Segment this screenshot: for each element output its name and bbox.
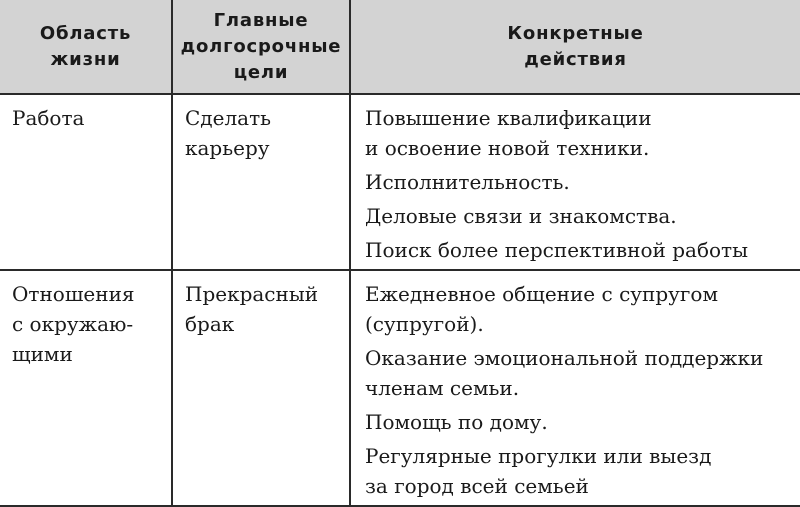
table-row xyxy=(0,270,800,506)
action-item: Поиск более перспективной работы xyxy=(365,238,749,262)
header-row xyxy=(0,0,800,94)
header-area: Область жизни xyxy=(0,0,172,94)
header-goals: Главные долгосрочные цели xyxy=(172,0,350,94)
table-row xyxy=(0,94,800,270)
area-cell: Отношения с окружаю- щими xyxy=(12,282,135,366)
goal-cell: Сделать карьеру xyxy=(185,106,272,160)
actions-list xyxy=(351,95,800,265)
actions-list xyxy=(351,271,800,501)
header-actions: Конкретные действия xyxy=(350,0,800,94)
action-item: Исполнительность. xyxy=(365,170,570,194)
goal-cell: Прекрасный брак xyxy=(185,282,319,336)
action-item: Ежедневное общение с супругом (супругой). xyxy=(365,282,719,336)
action-item: Регулярные прогулки или выезд за город всей семьей xyxy=(365,444,712,498)
area-cell: Работа xyxy=(12,106,85,130)
action-item: Деловые связи и знакомства. xyxy=(365,204,677,228)
action-item: Помощь по дому. xyxy=(365,410,548,434)
action-item: Повышение квалификации и освоение новой техники. xyxy=(365,106,652,160)
action-item: Оказание эмоциональной поддержки членам семьи. xyxy=(365,346,764,400)
